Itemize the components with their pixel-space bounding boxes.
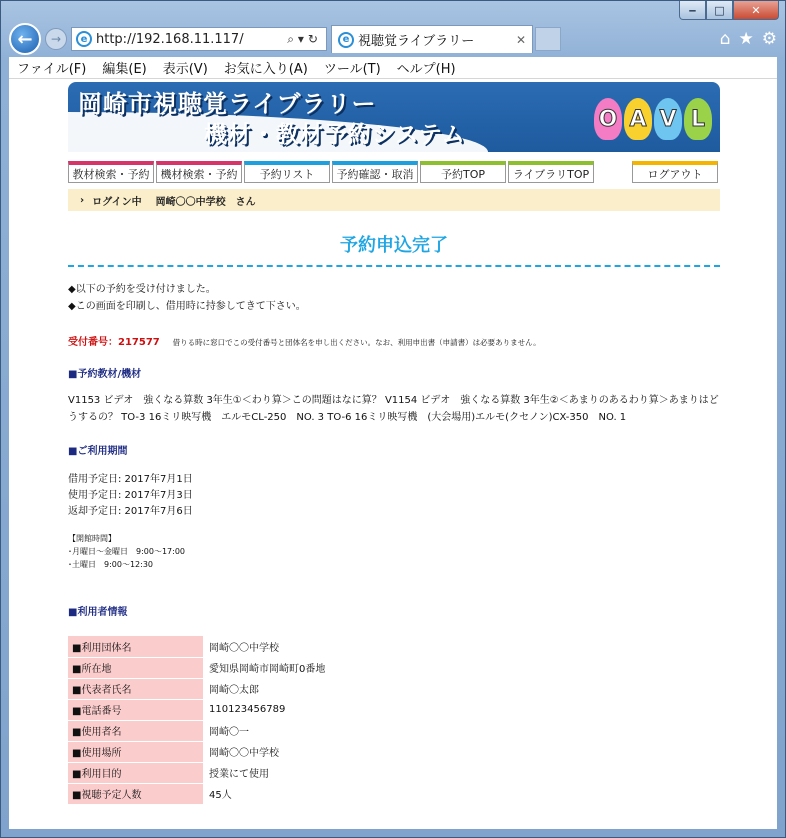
hours-weekday: ･月曜日～金曜日 9:00～17:00 [68, 547, 186, 556]
tab-close-icon[interactable]: ✕ [515, 32, 526, 47]
favorites-star-icon[interactable]: ★ [738, 29, 754, 49]
table-row [68, 783, 325, 804]
user-info-key: ■視聴予定人数 [68, 783, 203, 804]
user-info-key: ■使用者名 [68, 720, 203, 741]
window-controls [679, 1, 779, 20]
user-info-table [68, 636, 325, 805]
table-row [68, 741, 325, 762]
date-borrow: 借用予定日: 2017年7月1日 [68, 474, 193, 485]
user-info-value: 岡崎〇〇中学校 [203, 741, 325, 762]
nav-kizai-search[interactable] [156, 161, 242, 183]
address-bar[interactable] [71, 27, 327, 51]
table-row [68, 657, 325, 678]
site-banner [68, 82, 720, 152]
menu-edit[interactable]: 編集(E) [102, 62, 147, 77]
reserved-items: V1153 ビデオ 強くなる算数 3年生①＜わり算＞この問題はなに算？ V1154 ビデオ 強くなる算数 3年生②＜あまりのあるわり算＞あまりはどうするの？ TO-3 16ミリ映写機 エルモCL-250 NO. 3 TO-6 16ミリ映写機 (大会場用)エルモ(クセノン)CX-350 NO. 1 [68, 395, 719, 423]
tab-title: 視聴覚ライブラリー [358, 34, 475, 49]
nav-label: 機材検索・予約 [160, 167, 238, 181]
site-nav [68, 161, 720, 183]
nav-label: 教材検索・予約 [72, 167, 150, 181]
user-info-key: ■電話番号 [68, 699, 203, 720]
login-user: 岡崎〇〇中学校 さん [155, 196, 256, 208]
user-info-value: 45人 [203, 783, 325, 804]
user-info-value: 岡崎〇一 [203, 720, 325, 741]
nav-reservation-top[interactable] [420, 161, 506, 183]
section-user: ■利用者情報 [68, 607, 128, 618]
user-info-key: ■所在地 [68, 657, 203, 678]
chevron-right-icon: › [80, 194, 85, 206]
close-icon[interactable]: ✕ [733, 1, 779, 20]
back-button[interactable]: ← [9, 23, 41, 55]
receipt-note: 借りる時に窓口でこの受付番号と団体名を申し出ください。なお、利用申出書（申請書）は必要ありません。 [172, 338, 541, 347]
login-status: ログイン中 [92, 196, 142, 208]
page-content [9, 79, 777, 829]
oavl-mascot-logo: O A V L [594, 98, 712, 140]
receipt-label: 受付番号：217577 [68, 337, 160, 348]
forward-button[interactable]: → [45, 28, 67, 50]
user-info-value: 岡崎〇太郎 [203, 678, 325, 699]
browser-toolbar [9, 23, 777, 55]
user-info-value: 愛知県岡崎市岡崎町0番地 [203, 657, 325, 678]
nav-library-top[interactable] [508, 161, 594, 183]
table-row [68, 720, 325, 741]
nav-label: 予約TOP [440, 167, 485, 181]
ie-icon: e [76, 31, 92, 47]
user-info-value: 110123456789 [203, 699, 325, 720]
minimize-icon[interactable]: ‒ [679, 1, 706, 20]
menu-bar [9, 57, 777, 79]
home-icon[interactable]: ⌂ [719, 29, 731, 49]
message-1: ◆以下の予約を受け付けました。 [68, 284, 216, 295]
nav-label: 予約確認・取消 [336, 167, 414, 181]
nav-reservation-list[interactable] [244, 161, 330, 183]
date-use: 使用予定日: 2017年7月3日 [68, 490, 193, 501]
section-period: ■ご利用期間 [68, 446, 128, 457]
table-row [68, 678, 325, 699]
table-row [68, 636, 325, 657]
tab-ie-icon: e [338, 32, 354, 48]
section-items: ■予約教材/機材 [68, 369, 142, 380]
user-info-value: 岡崎〇〇中学校 [203, 636, 325, 657]
message-2: ◆この画面を印刷し、借用時に持参してきて下さい。 [68, 301, 306, 312]
user-info-key: ■代表者氏名 [68, 678, 203, 699]
user-info-key: ■利用目的 [68, 762, 203, 783]
new-tab-button[interactable] [535, 27, 561, 51]
browser-tab[interactable] [331, 25, 533, 53]
nav-label: 予約リスト [259, 167, 315, 181]
menu-file[interactable]: ファイル(F) [17, 62, 87, 77]
page-title: 予約申込完了 [340, 235, 448, 256]
table-row [68, 762, 325, 783]
user-info-key: ■利用団体名 [68, 636, 203, 657]
logout-button[interactable] [632, 161, 718, 183]
nav-kyozai-search[interactable] [68, 161, 154, 183]
nav-reservation-confirm[interactable] [332, 161, 418, 183]
menu-tools[interactable]: ツール(T) [323, 62, 381, 77]
hours-saturday: ･土曜日 9:00～12:30 [68, 560, 154, 569]
date-return: 返却予定日: 2017年7月6日 [68, 506, 193, 517]
banner-title-line2: 機材・教材予約システム [204, 122, 466, 148]
banner-title-line1: 岡崎市視聴覚ライブラリー [78, 90, 377, 118]
menu-help[interactable]: ヘルプ(H) [396, 62, 456, 77]
table-row [68, 699, 325, 720]
login-bar [68, 189, 720, 211]
title-divider [68, 265, 720, 267]
settings-gear-icon[interactable]: ⚙ [761, 29, 777, 49]
hours-title: 【開館時間】 [68, 534, 116, 543]
menu-favorites[interactable]: お気に入り(A) [223, 62, 308, 77]
nav-label: ライブラリTOP [512, 167, 590, 181]
menu-view[interactable]: 表示(V) [162, 62, 208, 77]
user-info-value: 授業にて使用 [203, 762, 325, 783]
toolbar-right-icons [720, 29, 777, 49]
user-info-key: ■使用場所 [68, 741, 203, 762]
nav-label: ログアウト [647, 167, 703, 181]
maximize-icon[interactable]: □ [706, 1, 733, 20]
search-refresh-icons[interactable]: ⌕▾↻ [287, 31, 322, 46]
address-url[interactable]: http://192.168.11.117/ [96, 31, 244, 47]
receipt-number [68, 333, 541, 348]
